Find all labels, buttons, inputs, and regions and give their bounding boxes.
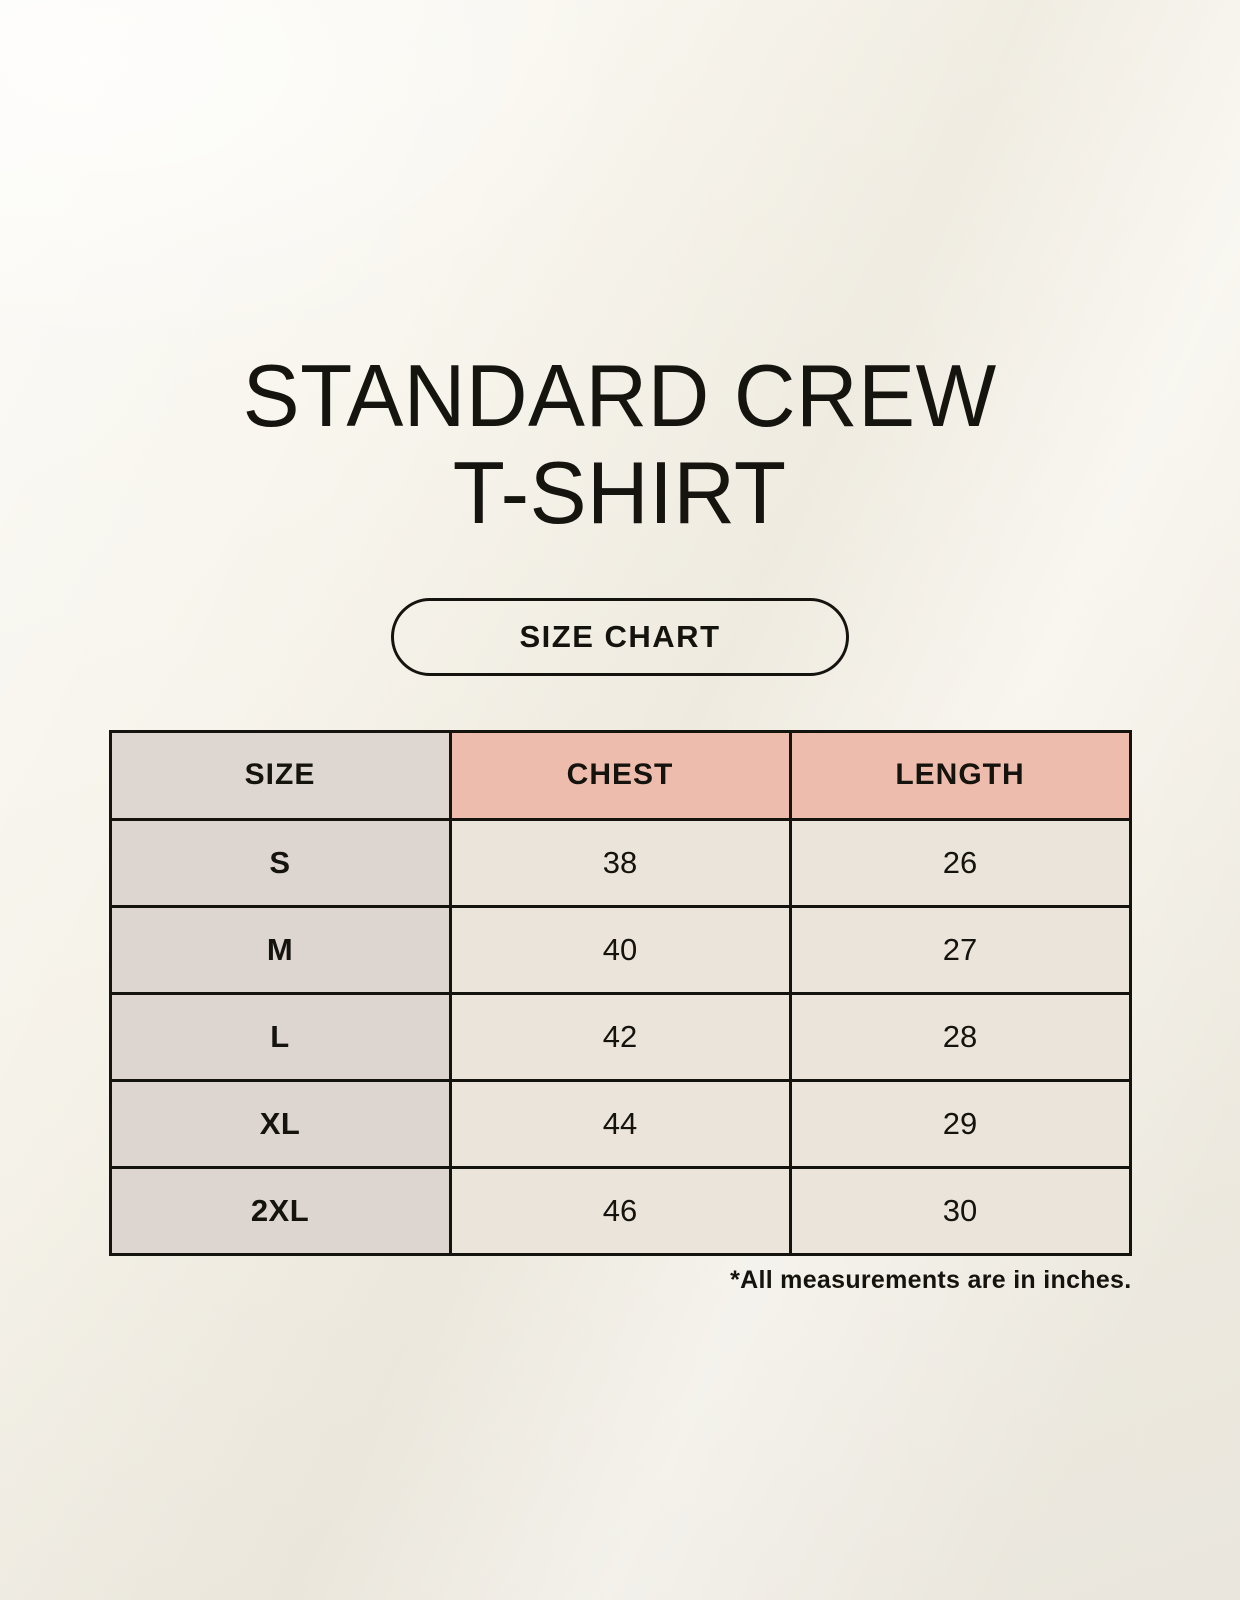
page-title-line1: STANDARD CREW <box>242 346 997 445</box>
chest-cell: 40 <box>450 906 790 993</box>
length-cell: 28 <box>790 993 1130 1080</box>
size-cell: L <box>110 993 450 1080</box>
table-row <box>110 819 1130 906</box>
table-row <box>110 906 1130 993</box>
size-chart-button[interactable]: SIZE CHART <box>391 598 849 676</box>
header-cell-length: LENGTH <box>790 731 1130 819</box>
size-table-container <box>109 730 1132 1256</box>
header-cell-size: SIZE <box>110 731 450 819</box>
size-table-header <box>110 731 1130 819</box>
size-table-body <box>110 819 1130 1254</box>
chest-cell: 46 <box>450 1167 790 1254</box>
header-row <box>110 731 1130 819</box>
length-cell: 27 <box>790 906 1130 993</box>
table-row <box>110 1080 1130 1167</box>
table-row <box>110 993 1130 1080</box>
size-cell: XL <box>110 1080 450 1167</box>
chest-cell: 44 <box>450 1080 790 1167</box>
chest-cell: 42 <box>450 993 790 1080</box>
length-cell: 30 <box>790 1167 1130 1254</box>
size-cell: S <box>110 819 450 906</box>
length-cell: 29 <box>790 1080 1130 1167</box>
page-title <box>243 348 997 542</box>
size-cell: 2XL <box>110 1167 450 1254</box>
page-title-line2: T-SHIRT <box>453 442 787 542</box>
length-cell: 26 <box>790 819 1130 906</box>
size-table <box>109 730 1132 1256</box>
measurements-footnote: *All measurements are in inches. <box>730 1265 1132 1294</box>
size-cell: M <box>110 906 450 993</box>
header-cell-chest: CHEST <box>450 731 790 819</box>
chest-cell: 38 <box>450 819 790 906</box>
table-row <box>110 1167 1130 1254</box>
